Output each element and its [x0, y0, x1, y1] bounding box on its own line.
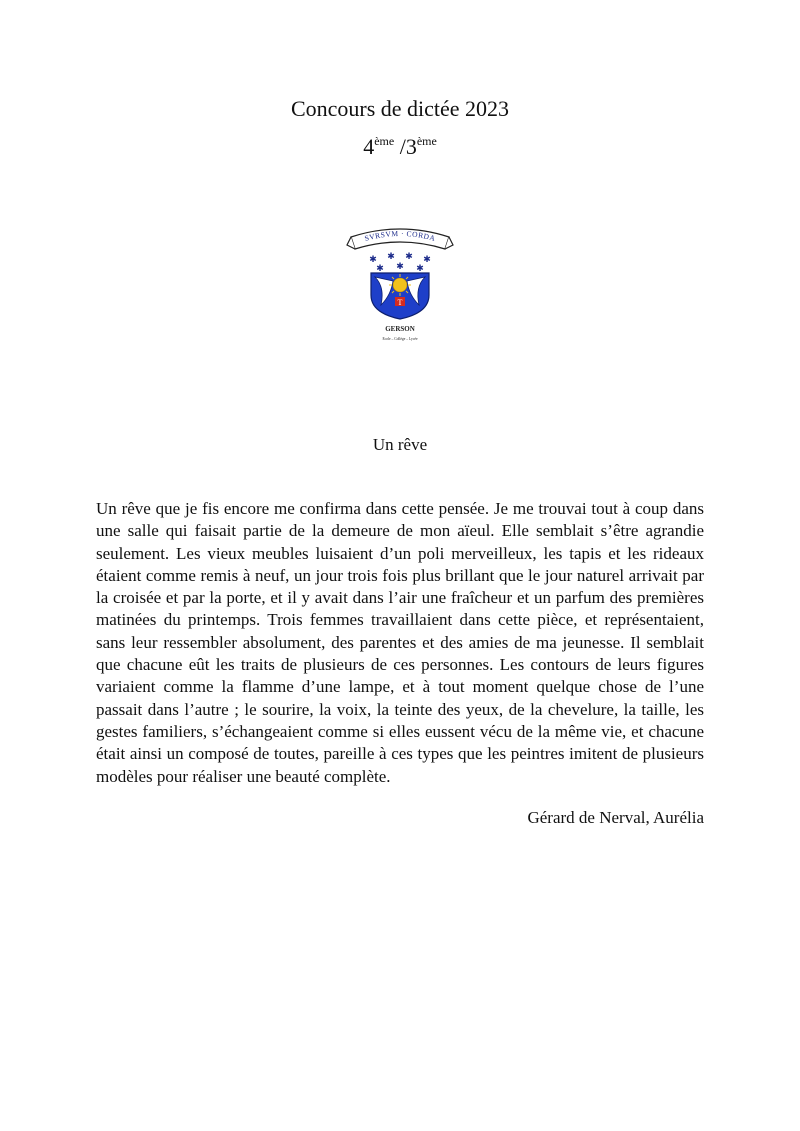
svg-text:T: T [397, 298, 403, 307]
dictation-paragraph: Un rêve que je fis encore me confirma dans cette pensée. Je me trouvai tout à coup dans une salle qui faisait partie de la demeure de mon aïeul. Elle semblait s’être agrandie seulement. Les vieux meubles luisaient d’un poli merveilleux, les tapis et les rideaux étaient comme remis à neuf, un jour trois fois plus brillant que le jour naturel arrivait par la croisée et par la porte, et il y avait dans l’air une fraîcheur et un parfum des premières matinées du printemps. Trois femmes travaillaient dans cette pièce, et représentaient, sans leur ressembler absolument, des parentes et des amies de ma jeunesse. Il semblait que chacune eût les traits de plusieurs de ces personnes. Les contours de leurs figures variaient comme la flamme d’une lampe, et à tout moment quelque chose de l’une passait dans l’autre ; le sourire, la voix, la teinte des yeux, de la chevelure, la taille, les gestes familiers, s’échangeaient comme si elles eussent vécu de la même vie, et chacune était ainsi un composé de toutes, pareille à ces types que les peintres imitent de plusieurs modèles pour réaliser une beauté complète. [96, 499, 704, 786]
svg-text:✱: ✱ [423, 254, 431, 264]
logo-name: GERSON [385, 325, 415, 333]
svg-text:✱: ✱ [396, 261, 404, 271]
svg-text:✱: ✱ [369, 254, 377, 264]
logo-banner-text: SVRSVM · CORDA [363, 228, 437, 243]
level-b: 3 [405, 134, 417, 159]
author-attribution: Gérard de Nerval, Aurélia [527, 808, 704, 827]
gerson-crest-icon [345, 215, 455, 345]
school-logo [345, 215, 455, 345]
grade-levels [0, 134, 800, 160]
level-a: 4 [363, 134, 375, 159]
page-title: Concours de dictée 2023 [290, 96, 510, 121]
level-a-suffix: ème [374, 134, 395, 148]
logo-tagline: Ecole – Collège – Lycée [382, 337, 418, 341]
svg-text:✱: ✱ [376, 263, 384, 273]
svg-text:✱: ✱ [387, 251, 395, 261]
dictation-title: Un rêve [372, 435, 428, 454]
svg-text:✱: ✱ [405, 251, 413, 261]
level-separator: / [394, 134, 406, 159]
level-b-suffix: ème [416, 134, 437, 148]
svg-text:✱: ✱ [416, 263, 424, 273]
